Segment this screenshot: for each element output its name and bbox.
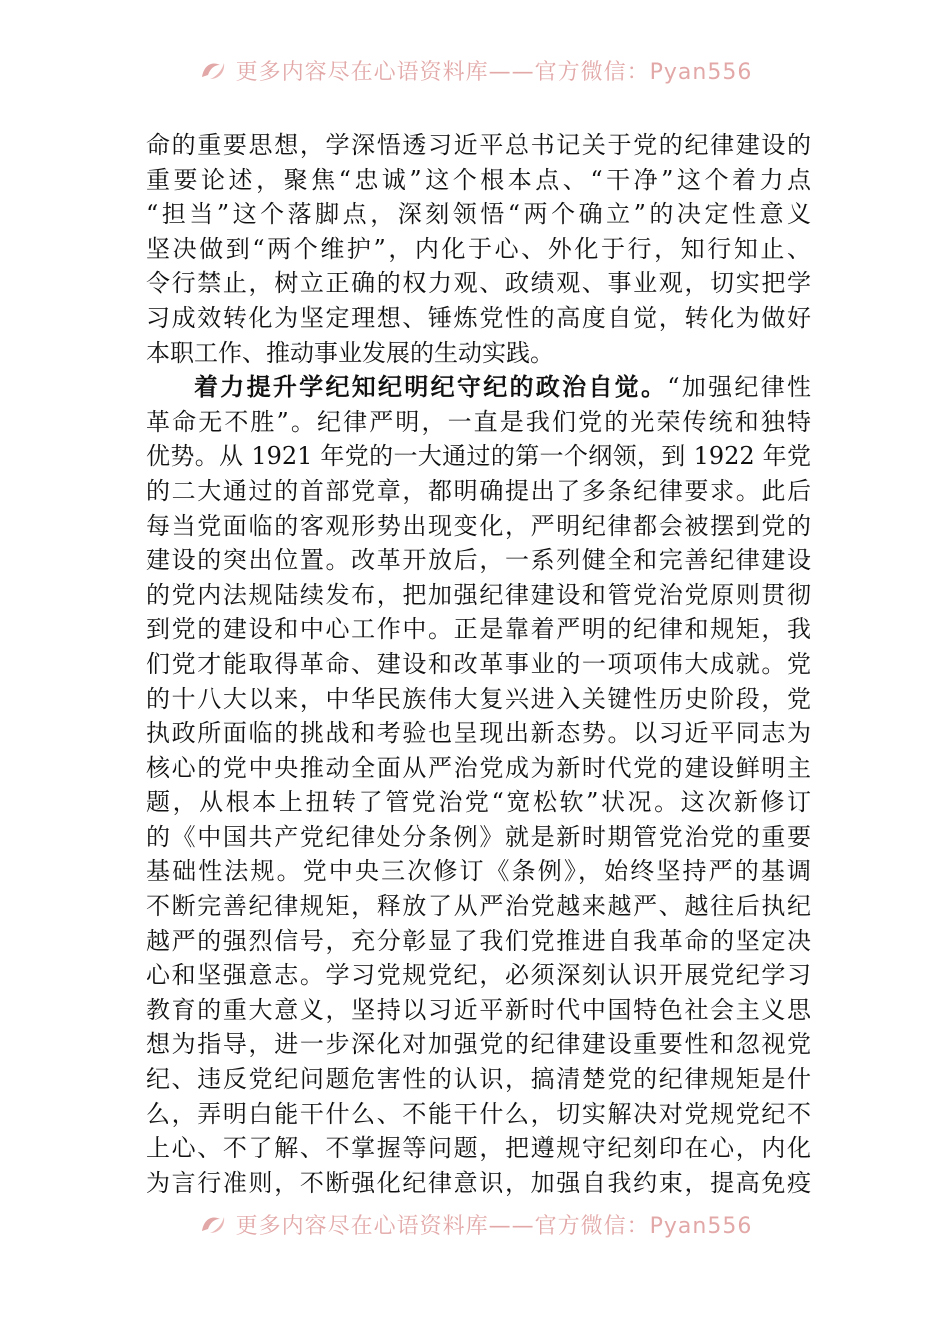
watermark-text: 更多内容尽在心语资料库——官方微信：Pyan556 bbox=[235, 59, 753, 85]
watermark-logo-icon bbox=[198, 57, 228, 83]
text-line: 么，弄明白能干什么、不能干什么，切实解决对党规党纪不 bbox=[146, 1099, 811, 1128]
text-line: 的党内法规陆续发布，把加强纪律建设和管党治党原则贯彻 bbox=[146, 580, 811, 609]
text-line: 建设的突出位置。改革开放后，一系列健全和完善纪律建设 bbox=[146, 546, 811, 575]
text-line: 到党的建设和中心工作中。正是靠着严明的纪律和规矩，我 bbox=[146, 615, 811, 644]
paragraph-1 bbox=[146, 128, 811, 370]
text-line: 不断完善纪律规矩，释放了从严治党越来越严、越往后执纪 bbox=[146, 892, 811, 921]
text-line: 执政所面临的挑战和考验也呈现出新态势。以习近平同志为 bbox=[146, 719, 811, 748]
document-body bbox=[146, 128, 811, 1200]
text-line: 们党才能取得革命、建设和改革事业的一项项伟大成就。党 bbox=[146, 649, 811, 678]
text-line: 心和坚强意志。学习党规党纪，必须深刻认识开展党纪学习 bbox=[146, 961, 811, 990]
text-line: 想为指导，进一步深化对加强党的纪律建设重要性和忽视党 bbox=[146, 1030, 811, 1059]
text-line: 令行禁止，树立正确的权力观、政绩观、事业观，切实把学 bbox=[146, 269, 811, 298]
text-line: 为言行准则，不断强化纪律意识，加强自我约束，提高免疫 bbox=[146, 1168, 811, 1197]
text-line: 重要论述，聚焦“忠诚”这个根本点、“干净”这个着力点 bbox=[146, 165, 811, 194]
text-line: 每当党面临的客观形势出现变化，严明纪律都会被摆到党的 bbox=[146, 511, 811, 540]
text-line: 的十八大以来，中华民族伟大复兴进入关键性历史阶段，党 bbox=[146, 684, 811, 713]
section-heading: 着力提升学纪知纪明纪守纪的政治自觉。 bbox=[194, 373, 668, 402]
text-line: 的二大通过的首部党章，都明确提出了多条纪律要求。此后 bbox=[146, 476, 811, 505]
watermark-logo-icon bbox=[198, 1211, 228, 1237]
text-line: 上心、不了解、不掌握等问题，把遵规守纪刻印在心，内化 bbox=[146, 1134, 811, 1163]
text-line: 本职工作、推动事业发展的生动实践。 bbox=[146, 338, 554, 367]
text-line: 越严的强烈信号，充分彰显了我们党推进自我革命的坚定决 bbox=[146, 926, 811, 955]
text-run: “加强纪律性 bbox=[667, 373, 811, 402]
text-line: 的《中国共产党纪律处分条例》就是新时期管党治党的重要 bbox=[146, 822, 811, 851]
paragraph-2 bbox=[146, 370, 811, 1200]
text-line: 命的重要思想，学深悟透习近平总书记关于党的纪律建设的 bbox=[146, 131, 811, 159]
text-line: 坚决做到“两个维护”，内化于心、外化于行，知行知止、 bbox=[146, 234, 811, 263]
text-line: 基础性法规。党中央三次修订《条例》，始终坚持严的基调 bbox=[146, 857, 811, 886]
watermark-text: 更多内容尽在心语资料库——官方微信：Pyan556 bbox=[235, 1213, 753, 1239]
paragraph-first-line bbox=[146, 370, 811, 405]
header-watermark bbox=[0, 52, 950, 88]
footer-watermark bbox=[0, 1206, 950, 1242]
text-line: 纪、违反党纪问题危害性的认识，搞清楚党的纪律规矩是什 bbox=[146, 1065, 811, 1094]
text-line: 革命无不胜”。纪律严明，一直是我们党的光荣传统和独特 bbox=[146, 407, 811, 436]
text-line: 核心的党中央推动全面从严治党成为新时代党的建设鲜明主 bbox=[146, 753, 811, 782]
text-line: 优势。从 1921 年党的一大通过的第一个纲领，到 1922 年党 bbox=[146, 442, 811, 471]
text-line: 教育的重大意义，坚持以习近平新时代中国特色社会主义思 bbox=[146, 995, 811, 1024]
text-line: “担当”这个落脚点，深刻领悟“两个确立”的决定性意义 bbox=[146, 200, 811, 229]
text-line: 题，从根本上扭转了管党治党“宽松软”状况。这次新修订 bbox=[146, 788, 811, 817]
text-line: 习成效转化为坚定理想、锤炼党性的高度自觉，转化为做好 bbox=[146, 303, 811, 332]
